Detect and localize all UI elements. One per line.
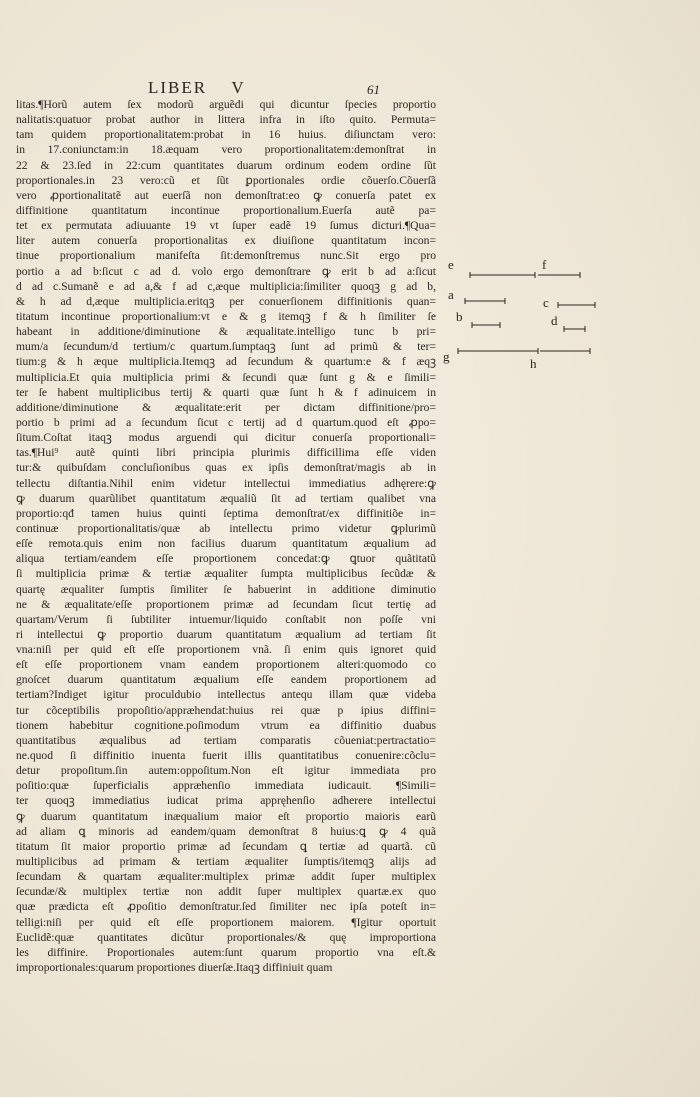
body-text [16, 97, 436, 975]
text-line: vero ꝓportionalitatẽ aut euerſã non demonſtrat:eo ꝙ conuerſa patet ex [16, 188, 436, 202]
text-line: multiplicia.Et quia multiplicia primi & ſecundi quæ ſunt g & e ſimili= [16, 370, 436, 384]
proportion-diagram [440, 255, 600, 375]
text-line: ad aliam ꝗ minoris ad eandem/quam demonſtrat 8 huius:ꝗ ꝙ 4 quã [16, 824, 436, 838]
text-line: titatum incontinue proportionalium:vt e & g itemqꝫ f & h ſimiliter ſe [16, 309, 436, 323]
text-line: quantitatibus æqualibus ad tertiam comparatis cõueniat:pertractatio= [16, 733, 436, 747]
text-line: tam quidem proportionalitatem:probat in 16 huius. diſiunctam vero: [16, 128, 436, 142]
text-line: mum/a ſecundum/d tertium/c quartum.ſumptaqꝫ ſunt ad primũ & ter= [16, 340, 436, 354]
text-line: tinue proportionalium manifeſta ſit:demonſtremus nunc.Sit ergo pro [16, 249, 436, 263]
text-line: proportio:qđ tamen huius quinti ſeptima demonſtrat/ex diffinitiõe in= [16, 506, 436, 520]
text-line: improportionales:quarum proportiones diuerſæ.Itaqꝫ diffiniuit quam [16, 961, 333, 975]
text-line: gnoſcet duarum quantitatum æqualium eſſe eandem proportionem ad [16, 673, 436, 687]
text-line: tur cõceptibilis propoſitio/appræhendat:huius rei quæ p ipius diffini= [16, 703, 436, 717]
text-line: ri intellectui ꝙ proportio duarum quantitatum æqualium ad tertiam ſit [16, 627, 436, 641]
text-line: les diffinire. Proportionales autem:ſunt quarum proportio vna eſt.& [16, 945, 436, 959]
text-line: ne.quod ſi diffinitio inuenta fuerit illis quantitatibus conuenire:cõclu= [16, 749, 436, 763]
text-line: tet ex permutata adiuuante 19 vt ſuper eadẽ 19 ſumus dicturi.¶Qua= [16, 219, 436, 233]
text-line: ꝙ duarum quantitatum inæqualium maior eſt proportio maioris earũ [16, 809, 436, 823]
text-line: poſitio:quæ ſuperficialis appræhenſio immediata iudicauit. ¶Simili= [16, 779, 436, 793]
text-line: nalitatis:quatuor probat author in littera infra in iſto quito. Permuta= [16, 113, 436, 127]
text-line: detur propoſitum.ſin autem:oppoſitum.Non eſt igitur immediata pro [16, 764, 436, 778]
text-line: titatum ſit maior proportio primæ ad ſecundam ꝗ tertiæ ad quartã. cũ [16, 839, 436, 853]
diagram-label-b: b [456, 309, 463, 324]
text-line: ſecundæ/& multiplex tertiæ non addit ſuper multiplex quartæ.ex quo [16, 885, 436, 899]
text-line: portio b primi ad a ſecundum ſicut c tertij ad d quartum.quod eſt ꝓpo= [16, 415, 436, 429]
text-line: ſitum.Coſtat itaqꝫ modus arguendi qui dicitur conuerſa proportionali= [16, 431, 436, 445]
text-line: eſt eſſe proportionem vnam eandem proportionem alteri:quomodo co [16, 658, 436, 672]
diagram-label-e: e [448, 257, 454, 272]
text-line: aliqua tertiam/eandem eſſe proportionem concedat:ꝙ ꝗtuor quãtitatũ [16, 552, 436, 566]
text-line: telligi:niſi per quid eſt eſſe proportionem maiorem. ¶Igitur oportuit [16, 915, 436, 929]
text-line: & h ad d,æque multiplicia.eritqꝫ per conuerſionem diffinitionis quan= [16, 294, 436, 308]
text-line: multiplicibus ad primam & tertiam æqualiter ſumptis/itemqꝫ alijs ad [16, 855, 436, 869]
text-line: liter autem conuerſa proportionalitas ex diuiſione quantitatum incon= [16, 234, 436, 248]
diagram-label-a: a [448, 287, 454, 302]
text-line: quartam/Verum ſi ſubtiliter intuemur/liquido conſtabit non poſſe vni [16, 612, 436, 626]
text-line: ter quoqꝫ immediatius iudicat prima appręhenſio adherere intellectui [16, 794, 436, 808]
text-line: litas.¶Horũ autem ſex modorũ arguẽdi qui dicuntur ſpecies proportio [16, 98, 436, 111]
text-line: d ad c.Sumanẽ e ad a,& f ad c,æque multiplicia:ſimiliter quoqꝫ g ad b, [16, 279, 436, 293]
text-line: tium:g & h æque multiplicia.Itemqꝫ ad ſecundum & quartum:e & f æqꝫ [16, 355, 436, 369]
book-number: V [231, 78, 246, 97]
text-line: quartę æqualiter ſumptis ſimiliter ſe habuerint in additione diminutio [16, 582, 436, 596]
text-line: tellectu diſtantia.Nihil enim videtur intellectui immediatius adhęrere:ꝙ [16, 476, 436, 490]
text-line: Euclidẽ:quæ quantitates dicũtur proportionales/& quę improportiona [16, 930, 436, 944]
diagram-label-g: g [443, 349, 450, 364]
text-line: quæ prædicta eſt ꝓpoſitio demonſtratur.ſed ſimiliter nec ipſa poteſt in= [16, 900, 436, 914]
diagram-label-c: c [543, 295, 549, 310]
text-line: habeant in additione/diminutione & æqualitate.intelligo tunc b pri= [16, 325, 436, 339]
text-line: ſecundam & quartam æqualiter:multiplex primæ addit ſuper multiplex [16, 870, 436, 884]
diagram-label-h: h [530, 356, 537, 371]
text-line: ne & æqualitate/eſſe proportionem primæ ad ſecundam ſicut tertię ad [16, 597, 436, 611]
folio-number: 61 [367, 82, 380, 97]
diagram-label-f: f [542, 257, 547, 272]
text-line: in 17.coniunctam:in 18.æquam vero proportionalitatem:demonſtrat in [16, 143, 436, 157]
text-line: eſſe remota.quis enim non facilius duarum quantitatum æqualium ad [16, 537, 436, 551]
text-line: vna:niſi per quid eſt eſſe proportionem vnã. ſi enim quis ignoret quid [16, 643, 436, 657]
text-line: ſi multiplicia primæ & tertiæ æqualiter ſumpta multiplicibus ſecũdæ & [16, 567, 436, 581]
text-line: continuæ proportionalitatis/quæ ab intellectu primo videtur ꝙplurimũ [16, 521, 436, 535]
text-line: ꝙ duarum quarũlibet quantitatum æqualiũ ſit ad tertiam qualibet vna [16, 491, 436, 505]
text-line: tionem habebitur cognitione.poſimodum vtrum ea diffinitio duabus [16, 718, 436, 732]
text-line: tertiam?Indiget igitur proculdubio intellectus antequ illam quæ videba [16, 688, 436, 702]
text-line: portio a ad b:ſicut c ad d. volo ergo demonſtrare ꝙ erit b ad a:ſicut [16, 264, 436, 278]
text-line: diffinitione quantitatum incontinue proportionalium.Euerſa autẽ pa= [16, 203, 436, 217]
text-line: 22 & 23.ſed in 22:cum quantitates duarum ordinum eodem ordine ſũt [16, 158, 436, 172]
diagram-label-d: d [551, 313, 558, 328]
text-line: tur:& quibuſdam concluſionibus quas ex ipſis demonſtrat/magis ab in [16, 461, 436, 475]
text-line: proportionales.in 23 vero:cũ et ſũt ꝑportionales ordie cõuerſo.Cõuerſã [16, 173, 436, 187]
text-line: tas.¶Hui⁹ autẽ quinti libri principia plurimis difficillima eſſe viden [16, 446, 436, 460]
text-line: ter ſe habent multiplicibus tertij & quarti quæ ſunt h & f adinuicem in [16, 385, 436, 399]
text-line: additione/diminutione & æqualitate:erit per dictam diffinitione/pro= [16, 400, 436, 414]
book-title: LIBER [148, 78, 208, 97]
